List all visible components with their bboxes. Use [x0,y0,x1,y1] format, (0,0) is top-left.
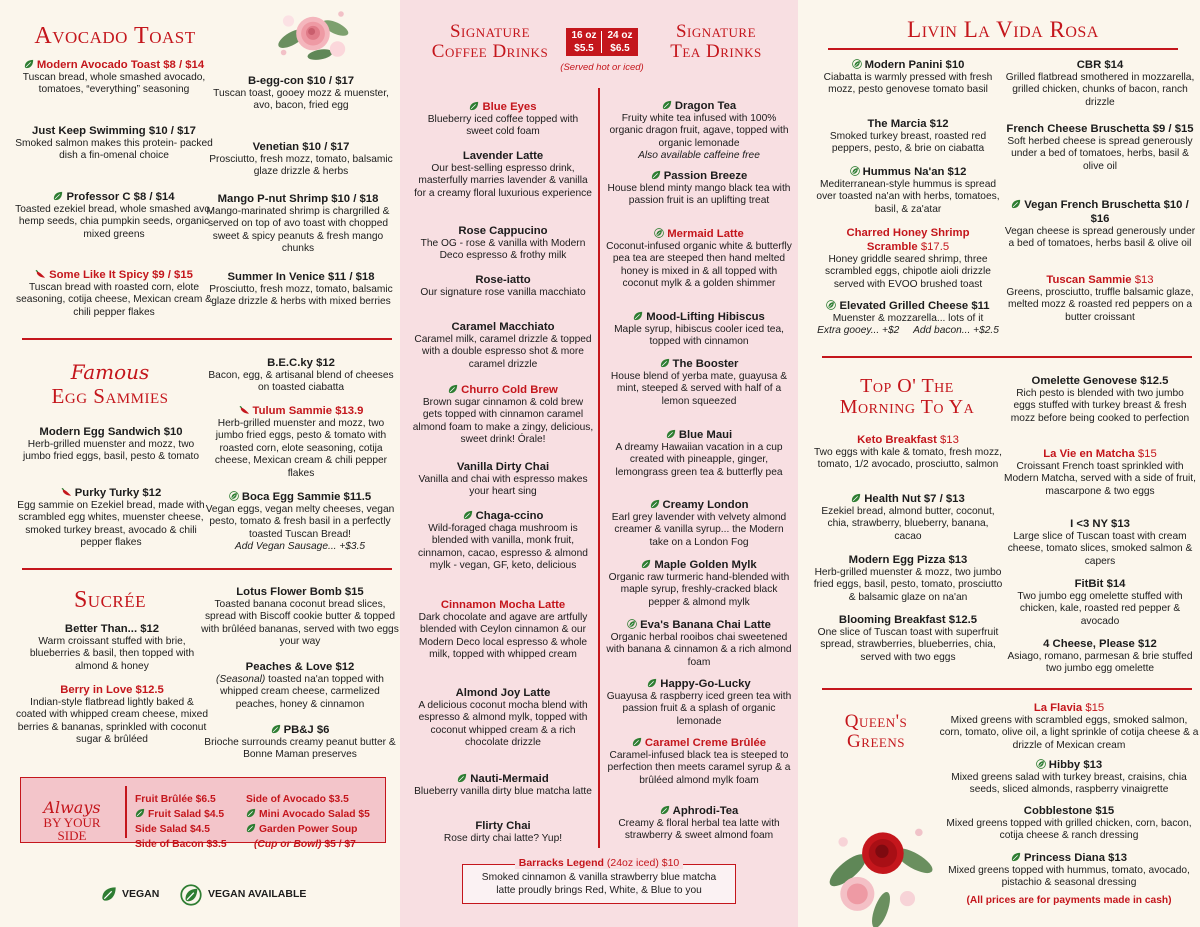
menu-item: Caramel Macchiato Caramel milk, caramel drizzle & topped with a double espresso shot & more caramel drizzle [414,321,592,370]
vegan-icon [632,737,642,747]
spicy-icon [61,487,72,497]
sides-title-side: SIDE [57,828,87,843]
vegan-icon [463,510,473,520]
vegan-icon [100,886,118,902]
vegan-available-icon [627,619,637,629]
sides-title [27,816,117,842]
section-script-famous: Famous [70,360,150,384]
divider [22,568,392,570]
menu-item: Blue Maui A dreamy Hawaiian vacation in a cup created with pineapple, ginger, lemongrass green tea & butterfly pea [615,429,783,478]
vegan-icon [246,808,256,818]
sides-col-2 [246,792,386,852]
menu-item: Modern Avocado Toast $8 / $14 Tuscan bread, whole smashed avocado, tomatoes, “everything” seasoning [22,59,206,96]
vegan-icon [651,170,661,180]
coffee-title-line-2: Coffee Drinks [431,40,549,62]
menu-item: Lavender Latte Our best-selling espresso drink, masterfully marries lavender & vanilla for a creamy floral luxurious experience [414,150,592,199]
menu-item: Omelette Genovese $12.5 Rich pesto is blended with two jumbo eggs stuffed with turkey breast & fresh mozz before being cooked to perfection [1010,375,1190,424]
menu-item: Peaches & Love $12 (Seasonal) toasted na'an topped with whipped cream cheese, carmelized peaches, honey & cinnamon [216,661,384,710]
menu-item: Churro Cold Brew Brown sugar cinnamon & cold brew gets topped with cinnamon caramel almond foam to make a zingy, delicious, sweet drink! Órale! [412,384,594,446]
menu-item: Summer In Venice $11 / $18 Prosciutto, fresh mozz, tomato, balsamic glaze drizzle & herbs with mixed berries [209,271,393,308]
served-note: (Served hot or iced) [560,62,644,73]
menu-item: B.E.C.ky $12 Bacon, egg, & artisanal blend of cheeses on toasted ciabatta [208,357,394,394]
menu-item: Rose Cappucino The OG - rose & vanilla with Modern Deco espresso & frothy milk [420,225,586,262]
vegan-available-icon [826,300,836,310]
menu-item: Some Like It Spicy $9 / $15 Tuscan bread with roasted corn, elote seasoning, cotija cheese, Mexican cream & chili pepper flakes [16,269,212,318]
right-panel [798,0,1200,927]
menu-item: Vanilla Dirty Chai Vanilla and chai with espresso makes your heart sing [418,461,588,498]
vegan-icon [53,191,63,201]
vegan-icon [135,808,145,818]
vegan-icon [650,499,660,509]
vegan-icon [1011,199,1021,209]
menu-item: La Flavia $15 Mixed greens with scrambled eggs, smoked salmon, corn, tomato, olive oil, a light sprinkle of cotija cheese & a drizzle of Mexican cream [939,702,1199,751]
menu-item: Better Than... $12 Warm croissant stuffed with brie, blueberries & basil, then topped with almond & honey [29,623,195,672]
menu-item: Blooming Breakfast $12.5 One slice of Tuscan toast with superfruit spread, strawberries, blueberries, chia, served with two eggs [817,614,999,663]
menu-item: Tulum Sammie $13.9 Herb-grilled muenster and mozz, two jumbo fried eggs, pesto & tomato with roasted corn, elote seasoning, cotija cheese, Mexican cream & chili pepper flakes [214,405,388,479]
vegan-available-icon [469,101,479,111]
menu-item: La Vie en Matcha $15 Croissant French toast sprinkled with Modern Matcha, served with a side of fruit, mascarpone & two eggs [1004,448,1196,497]
divider [125,786,127,838]
menu-item: Blue Eyes Blueberry iced coffee topped with sweet cold foam [427,101,579,138]
menu-item: I <3 NY $13 Large slice of Tuscan toast with cream cheese, tomato slices, smoked salmon & capers [1007,518,1193,567]
menu-item: Vegan French Bruschetta $10 / $16 Vegan cheese is spread generously under a bed of tomatoes, herbs basil & olive oil [1004,199,1196,250]
divider [822,356,1192,358]
icon-legend [100,884,360,906]
sides-script-always: Always [43,798,101,817]
menu-item: Nauti-Mermaid Blueberry vanilla dirty blue matcha latte [414,773,592,797]
spicy-icon [35,269,46,279]
menu-item: Modern Panini $10 Ciabatta is warmly pressed with fresh mozz, pesto genovese tomato basil [823,59,993,96]
menu-item: The Marcia $12 Smoked turkey breast, roasted red peppers, pesto, & brie on ciabatta [829,118,987,155]
vegan-available-icon [852,59,862,69]
vegan-icon [641,559,651,569]
size-price-box [566,28,638,56]
morning-title-line-1: Top O' The [860,375,954,397]
menu-item: Boca Egg Sammie $11.5 Vegan eggs, vegan melty cheeses, vegan pesto, tomato & fresh basil in a perfectly toasted Tuscan Bread! Add Vegan Sausage... +$3.5 [205,491,395,553]
rose-decoration [228,0,398,70]
middle-panel [400,0,798,927]
menu-item: French Cheese Bruschetta $9 / $15 Soft herbed cheese is spread generously under a bed of tomatoes, herbs, basil & olive oil [1006,123,1194,172]
menu-item: Elevated Grilled Cheese $11 Muenster & mozzarella... lots of it Extra gooey... +$2 Add bacon... +$2.5 [817,300,999,337]
menu-item: PB&J $6 Brioche surrounds creamy peanut butter & Bonne Maman preserves [204,724,396,761]
vegan-icon [448,384,458,394]
menu-item: Mood-Lifting Hibiscus Maple syrup, hibiscus cooler iced tea, topped with cinnamon [614,311,784,348]
menu-item: Mango P-nut Shrimp $10 / $18 Mango-marinated shrimp is chargrilled & served on top of avo toast with chopped sweet & spicy peanuts & fresh mango chunks [206,193,390,255]
divider [822,688,1192,690]
spicy-icon [239,405,250,415]
menu-item: Purky Turky $12 Egg sammie on Ezekiel bread, made with scrambled egg whites, muenster cheese, smoked turkey breast, avocado & chili pepper flakes [17,487,205,549]
vegan-available-icon [180,884,202,906]
menu-item: Professor C $8 / $14 Toasted ezekiel bread, whole smashed avo, hemp seeds, chia pumpkin seeds, organic mixed greens [15,191,213,240]
vegan-icon [24,59,34,69]
section-title-sucree: Sucrée [73,587,147,613]
menu-item: Dragon Tea Fruity white tea infused with 100% organic dragon fruit, agave, topped with organic lemonade Also available caffeine free [609,100,789,162]
morning-title-line-2: Morning To Ya [839,396,975,418]
menu-item: Keto Breakfast $13 Two eggs with kale & tomato, fresh mozz, tomato, 1/2 avocado, prosciutto, salmon [814,434,1002,471]
barracks-title: Barracks Legend (24oz iced) $10 [515,857,684,869]
menu-item: Hibby $13 Mixed greens salad with turkey breast, craisins, chia seeds, sliced almonds, raspberry vinaigrette [951,759,1187,796]
greens-title-line-2: Greens [847,730,905,752]
divider [828,48,1178,50]
vegan-icon [633,311,643,321]
menu-item: Almond Joy Latte A delicious coconut mocha blend with espresso & almond mylk, topped with coconut whipped cream & a rich chocolate drizzle [418,687,588,749]
menu-item: Berry in Love $12.5 Indian-style flatbread lightly baked & coated with whipped cream cheese, mixed berries & bananas, sprinkled with coconut sugar & brûléed [16,684,208,746]
menu-item: Princess Diana $13 Mixed greens topped with hummus, tomato, avocado, pistachio & seasonal dressing [948,852,1190,889]
menu-item: Just Keep Swimming $10 / $17 Smoked salmon makes this protein- packed dish a fin-omenal choice [15,125,213,162]
left-panel [0,0,400,927]
tea-title-line-1: Signature [675,21,757,42]
menu-item: Tuscan Sammie $13 Greens, prosciutto, truffle balsamic glaze, melted mozz & roasted red peppers on a butter croissant [1006,274,1194,323]
vegan-available-icon [1036,759,1046,769]
vegan-available-icon [654,228,664,238]
side-item: Side Salad $4.5 [135,824,210,835]
vegan-icon [647,678,657,688]
vegan-icon [1011,852,1021,862]
menu-item: Maple Golden Mylk Organic raw turmeric hand-blended with maple syrup, freshly-cracked black pepper & almond mylk [608,559,790,608]
barracks-legend-box [462,857,736,904]
vegan-icon [271,724,281,734]
side-item: Side of Bacon $3.5 [135,839,227,850]
menu-item: Lotus Flower Bomb $15 Toasted banana coconut bread slices, spread with Biscoff cookie butter & topped with brûléed bananas, served with two eggs your way [201,586,399,648]
menu-item: The Booster House blend of yerba mate, guayusa & mint, steeped & served with half of a lemon squeezed [610,358,788,407]
vegan-available-icon [850,166,860,176]
menu-item: B-egg-con $10 / $17 Tuscan toast, gooey mozz & muenster, avo, bacon, fried egg [213,75,389,112]
menu-item: Flirty Chai Rose dirty chai latte? Yup! [443,820,563,844]
side-item: Side of Avocado $3.5 [246,794,349,805]
menu-item: Chaga-ccino Wild-foraged chaga mushroom is blended with vanilla, monk fruit, cinnamon, cacao, espresso & almond mylk - vegan, GF, keto, delicious [418,510,588,572]
menu-item: Charred Honey Shrimp Scramble $17.5 Honey griddle seared shrimp, three scrambled eggs, chipotle aioli drizzle served with EVOO brushed toast [825,227,991,290]
divider [22,338,392,340]
vegan-icon [660,805,670,815]
coffee-title-line-1: Signature [449,21,531,42]
vegan-icon [662,100,672,110]
section-title-avocado: Avocado Toast [34,23,196,49]
vegan-icon [246,823,256,833]
divider [598,88,600,848]
vegan-available-icon [229,491,239,501]
menu-item: Modern Egg Sandwich $10 Herb-grilled muenster and mozz, two jumbo fried eggs, basil, pesto & tomato [22,426,200,463]
menu-item: Cinnamon Mocha Latte Dark chocolate and agave are artfully blended with Ceylon cinnamon & our Modern Deco local espresso & whole milk, topped with whipped cream [418,599,588,661]
vegan-icon [660,358,670,368]
menu-item: Venetian $10 / $17 Prosciutto, fresh mozz, tomato, balsamic glaze drizzle & herbs [209,141,393,178]
menu-item: 4 Cheese, Please $12 Asiago, romano, parmesan & brie stuffed two jumbo egg omelette [1007,638,1193,675]
coffee-title [420,22,560,62]
menu-item: Happy-Go-Lucky Guayusa & raspberry iced green tea with passion fruit & a splash of organic lemonade [606,678,792,727]
section-title-rosa: Livin La Vida Rosa [907,17,1099,42]
side-item: (Cup or Bowl) $5 / $7 [254,839,356,850]
menu-item: CBR $14 Grilled flatbread smothered in mozzarella, grilled chicken, chunks of bacon, ranch drizzle [1005,59,1195,108]
menu-item: Caramel Creme Brûlée Caramel-infused black tea is steeped to perfection then meets caramel syrup & a brûléed almond mylk foam [607,737,791,786]
section-title-morning [822,376,992,418]
vegan-icon [666,429,676,439]
side-item: Fruit Salad $4.5 [135,807,245,822]
menu-item: Passion Breeze House blend minty mango black tea with passion fruit is an uplifting treat [607,170,791,207]
side-item: Fruit Brûlée $6.5 [135,794,216,805]
legend-vegan: VEGAN [122,888,160,900]
menu-item: Aphrodi-Tea Creamy & floral herbal tea latte with strawberry & sweet almond foam [618,805,780,842]
menu-item: Creamy London Earl grey lavender with velvety almond creamer & vanilla syrup... the Modern take on a London Fog [611,499,787,548]
size-24: 24 oz $6.5 [607,30,633,54]
size-16: 16 oz $5.5 [571,30,597,54]
menu-item: Cobblestone $15 Mixed greens topped with grilled chicken, corn, bacon, cotija cheese & ranch dressing [946,805,1192,842]
menu-item: Rose-iatto Our signature rose vanilla macchiato [420,274,586,298]
menu-item: FitBit $14 Two jumbo egg omelette stuffed with chicken, kale, roasted red pepper & avocado [1017,578,1183,627]
section-title-greens [826,712,926,752]
menu-item: Modern Egg Pizza $13 Herb-grilled muenster & mozz, two jumbo fried eggs, basil, pesto, tomato, prosciutto & balsamic glaze on na'an [813,554,1003,603]
cash-footnote: (All prices are for payments made in cash) [966,895,1172,906]
sides-title-by: BY YOUR [43,815,101,830]
menu-item: Health Nut $7 / $13 Ezekiel bread, almond butter, coconut, chia, strawberry, blueberry, banana, cacao [821,493,995,542]
sides-col-1 [135,792,245,852]
vegan-icon [851,493,861,503]
tea-title-line-2: Tea Drinks [670,40,762,62]
greens-title-line-1: Queen's [844,711,908,732]
rose-decoration [816,804,946,927]
sides-box [20,777,386,850]
side-item: Garden Power Soup [246,822,386,837]
menu-item: Hummus Na'an $12 Mediterranean-style hummus is spread over toasted na'an with herbs, tomatoes, basil, & za'atar [816,166,1000,215]
vegan-icon [457,773,467,783]
section-title-egg-sammies: Egg Sammies [51,384,169,408]
tea-title [646,22,786,62]
menu-item: Eva's Banana Chai Latte Organic herbal rooibos chai sweetened with banana & cinnamon & a rich almond foam [606,619,792,668]
legend-vegan-available: VEGAN AVAILABLE [208,888,307,900]
barracks-desc: Smoked cinnamon & vanilla strawberry blue matcha latte proudly brings Red, White, & Blue to you [481,872,717,896]
side-item: Mini Avocado Salad $5 [246,807,386,822]
menu-item: Mermaid Latte Coconut-infused organic white & butterfly pea tea are steeped then hand melted honey is mixed in & all topped with coconut mylk & a golden shimmer [606,228,792,290]
